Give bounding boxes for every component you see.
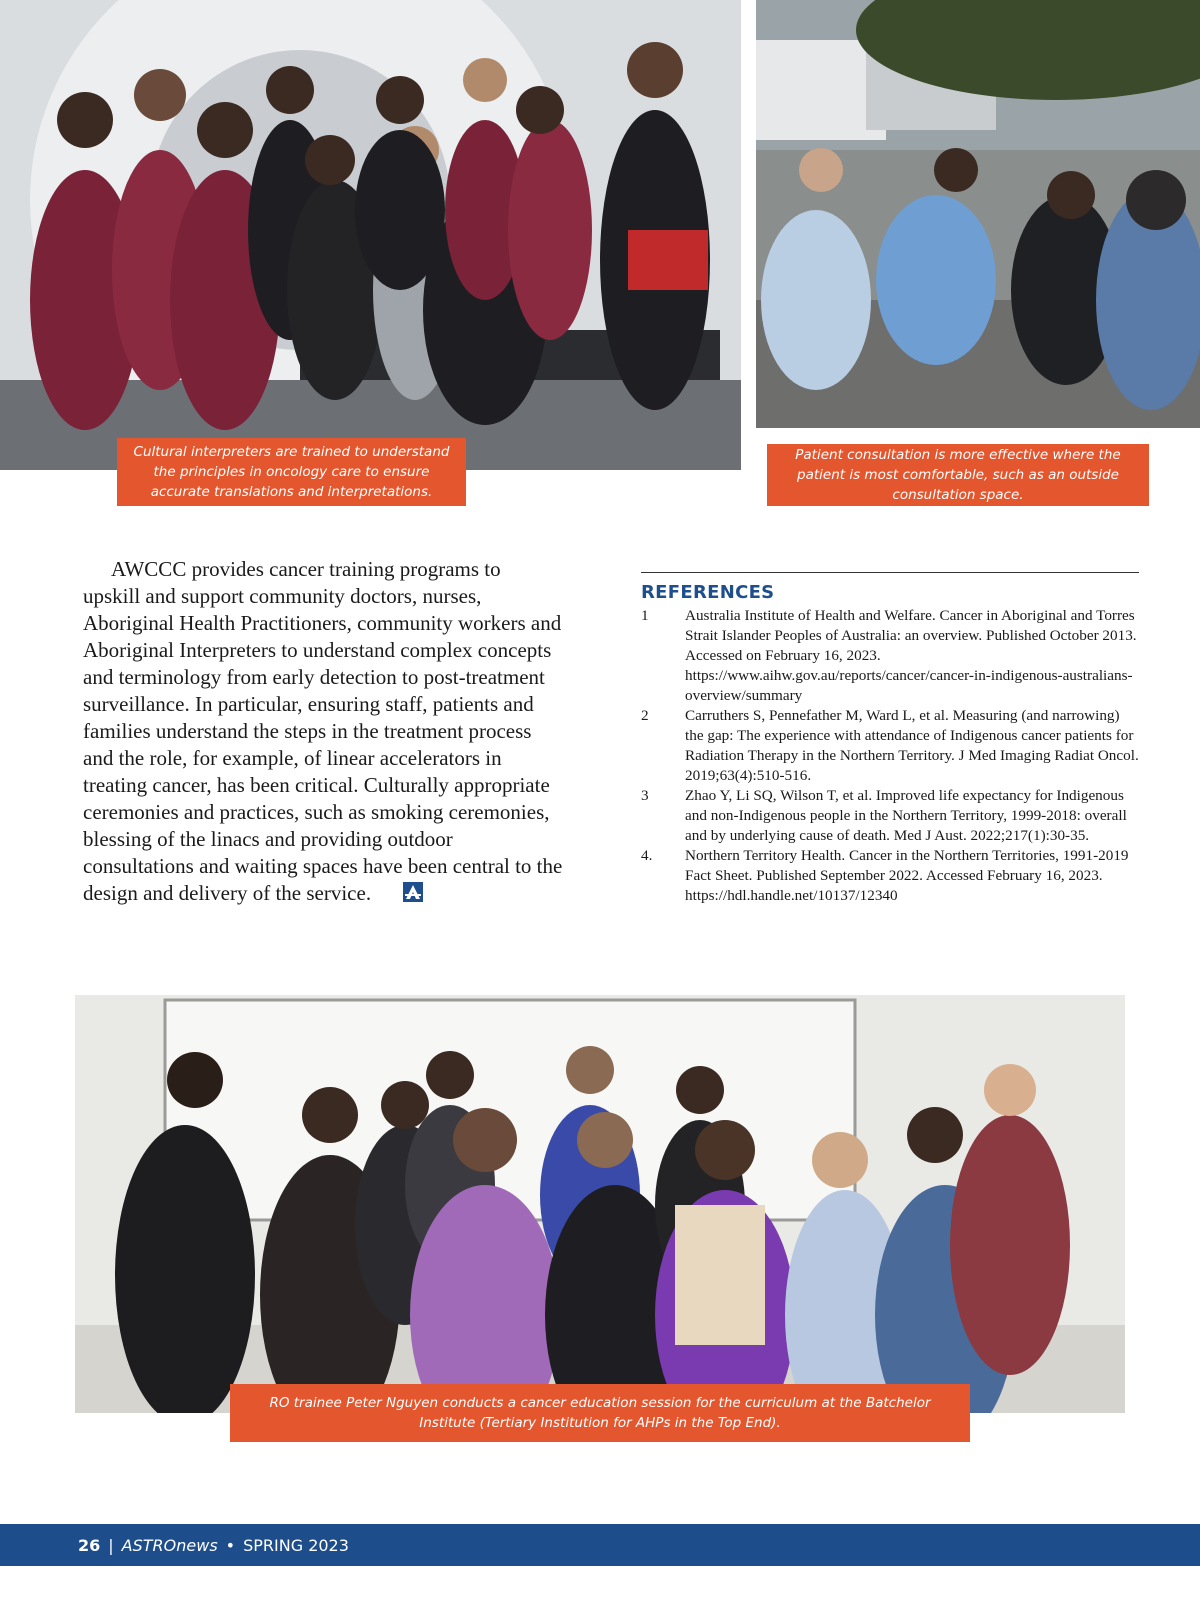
references-list (641, 606, 1141, 906)
issue-label: SPRING 2023 (243, 1535, 349, 1555)
astro-logo-icon (375, 882, 395, 902)
reference-number: 4. (641, 847, 653, 864)
reference-text: Zhao Y, Li SQ, Wilson T, et al. Improved life expectancy for Indigenous and non-Indigenous people in the Northern Territory, 1999-2018: overall and by underlying cause of death. Med J Aust. 2022;217(1):30-35. (685, 787, 1127, 844)
reference-item (641, 786, 1141, 846)
reference-text: Australia Institute of Health and Welfare. Cancer in Aboriginal and Torres Strait Islander Peoples of Australia: an overview. Published October 2013. Accessed on February 16, 2023. https://www.aihw.gov.au/reports/cancer/cancer-in-indigenous-australians-overview/summary (685, 607, 1137, 704)
body-paragraph: AWCCC provides cancer training programs to upskill and support community doctors, nurses, Aboriginal Health Practitioners, community workers and Aboriginal Interpreters to understand complex concepts and terminology from early detection to post-treatment surveillance. In particular, ensuring staff, patients and families understand the steps in the treatment process and the role, for example, of linear accelerators in treating cancer, has been critical. Culturally appropriate ceremonies and practices, such as smoking ceremonies, blessing of the linacs and providing outdoor consultations and waiting spaces have been central to the design and delivery of the service. (83, 557, 563, 905)
photo-interpreters-group (0, 0, 741, 470)
caption-education-session: RO trainee Peter Nguyen conducts a cancer education session for the curriculum at the Batchelor Institute (Tertiary Institution for AHPs in the Top End). (230, 1384, 970, 1442)
photo-outdoor-consultation (756, 0, 1200, 428)
reference-item (641, 606, 1141, 706)
photo-education-session (75, 995, 1125, 1413)
footer-bullet: • (225, 1535, 236, 1555)
body-column (83, 556, 563, 907)
reference-number: 3 (641, 787, 649, 804)
footer-separator: | (108, 1535, 114, 1555)
caption-outdoor-consultation: Patient consultation is more effective where the patient is most comfortable, such as an outside consultation space. (767, 444, 1149, 506)
page-footer (0, 1524, 1200, 1566)
page-number: 26 (78, 1535, 101, 1555)
publication-name: ASTROnews (121, 1535, 218, 1555)
reference-number: 2 (641, 707, 649, 724)
references-heading: REFERENCES (641, 582, 775, 603)
reference-item (641, 706, 1141, 786)
reference-number: 1 (641, 607, 649, 624)
references-divider (641, 572, 1139, 573)
reference-text: Northern Territory Health. Cancer in the Northern Territories, 1991-2019 Fact Sheet. Published September 2022. Accessed February 16, 2023. https://hdl.handle.net/10137/12340 (685, 847, 1129, 904)
reference-item (641, 846, 1141, 906)
caption-interpreters: Cultural interpreters are trained to understand the principles in oncology care to ensure accurate translations and interpretations. (117, 438, 466, 506)
reference-text: Carruthers S, Pennefather M, Ward L, et al. Measuring (and narrowing) the gap: The experience with attendance of Indigenous cancer patients for Radiation Therapy in the Northern Territory. J Med Imaging Radiat Oncol. 2019;63(4):510-516. (685, 707, 1139, 784)
